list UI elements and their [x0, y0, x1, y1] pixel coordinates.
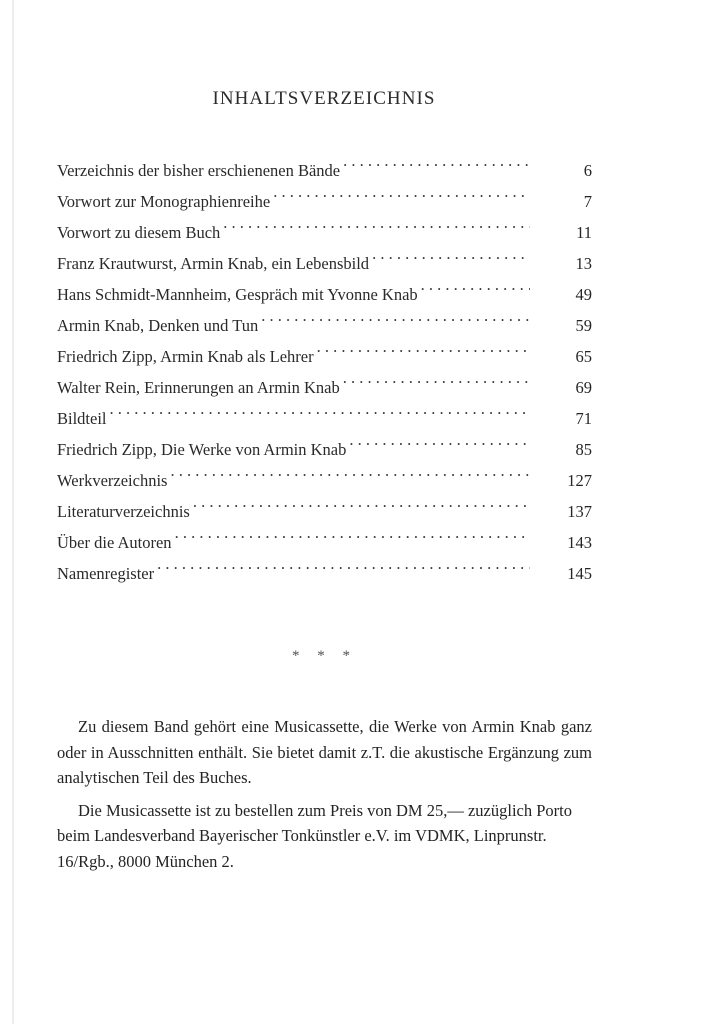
toc-entry-page-number: 85 — [575, 440, 592, 459]
table-of-contents — [57, 155, 592, 589]
toc-entry-label: Namenregister — [57, 564, 155, 583]
toc-entry-page-number: 137 — [567, 502, 592, 521]
toc-entry-page-number: 11 — [576, 223, 592, 242]
toc-entry[interactable] — [57, 558, 592, 589]
asterisk-separator: * * * — [292, 648, 357, 664]
toc-dot-leader — [372, 253, 530, 270]
toc-entry-label: Walter Rein, Erinnerungen an Armin Knab — [57, 378, 340, 397]
toc-entry[interactable] — [57, 434, 592, 465]
toc-entry[interactable] — [57, 279, 592, 310]
toc-entry[interactable] — [57, 248, 592, 279]
note-paragraph: Die Musicassette ist zu bestellen zum Preis von DM 25,— zuzüglich Porto beim Landesverband Bayerischer Tonkünstler e.V. im VDMK, Linprunstr. 16/Rgb., 8000 München 2. — [57, 800, 573, 871]
note-block — [57, 714, 592, 874]
toc-entry-page-number: 71 — [575, 409, 592, 428]
toc-entry-label: Vorwort zu diesem Buch — [57, 223, 221, 242]
toc-entry-page-number: 145 — [567, 564, 592, 583]
toc-entry-label: Verzeichnis der bisher erschienenen Bände — [57, 161, 341, 180]
toc-dot-leader — [193, 501, 530, 518]
toc-entry[interactable] — [57, 341, 592, 372]
note-paragraph: Zu diesem Band gehört eine Musicassette, die Werke von Armin Knab ganz oder in Ausschnitten enthält. Sie bietet damit z.T. die akustische Ergänzung zum analytischen Teil des Buches. — [57, 717, 592, 787]
toc-dot-leader — [223, 222, 530, 239]
toc-dot-leader — [175, 532, 530, 549]
page-title: INHALTSVERZEICHNIS — [212, 88, 436, 109]
toc-entry-label: Armin Knab, Denken und Tun — [57, 316, 259, 335]
toc-entry[interactable] — [57, 372, 592, 403]
toc-entry-label: Über die Autoren — [57, 533, 172, 552]
toc-entry-label: Hans Schmidt-Mannheim, Gespräch mit Yvonne Knab — [57, 285, 418, 304]
toc-entry-label: Franz Krautwurst, Armin Knab, ein Lebensbild — [57, 254, 370, 273]
toc-dot-leader — [170, 470, 530, 487]
toc-entry-label: Literaturverzeichnis — [57, 502, 190, 521]
toc-dot-leader — [343, 377, 530, 394]
toc-entry[interactable] — [57, 186, 592, 217]
toc-dot-leader — [317, 346, 530, 363]
toc-entry[interactable] — [57, 217, 592, 248]
toc-entry-page-number: 65 — [575, 347, 592, 366]
toc-entry-page-number: 13 — [575, 254, 592, 273]
toc-entry[interactable] — [57, 527, 592, 558]
toc-entry-label: Friedrich Zipp, Armin Knab als Lehrer — [57, 347, 314, 366]
toc-entry-label: Friedrich Zipp, Die Werke von Armin Knab — [57, 440, 347, 459]
toc-entry[interactable] — [57, 496, 592, 527]
toc-entry-page-number: 143 — [567, 533, 592, 552]
toc-entry-label: Vorwort zur Monographienreihe — [57, 192, 271, 211]
toc-dot-leader — [261, 315, 530, 332]
toc-entry-page-number: 127 — [567, 471, 592, 490]
toc-entry[interactable] — [57, 155, 592, 186]
toc-entry-page-number: 49 — [575, 285, 592, 304]
toc-entry-label: Werkverzeichnis — [57, 471, 168, 490]
toc-entry-page-number: 6 — [583, 161, 592, 180]
toc-dot-leader — [273, 191, 530, 208]
toc-dot-leader — [349, 439, 530, 456]
toc-dot-leader — [421, 284, 530, 301]
toc-entry-page-number: 7 — [583, 192, 592, 211]
toc-entry-page-number: 69 — [575, 378, 592, 397]
toc-entry-label: Bildteil — [57, 409, 107, 428]
toc-entry[interactable] — [57, 403, 592, 434]
toc-dot-leader — [157, 563, 530, 580]
toc-dot-leader — [110, 408, 531, 425]
toc-entry[interactable] — [57, 310, 592, 341]
toc-entry-page-number: 59 — [575, 316, 592, 335]
toc-dot-leader — [343, 160, 530, 177]
toc-entry[interactable] — [57, 465, 592, 496]
